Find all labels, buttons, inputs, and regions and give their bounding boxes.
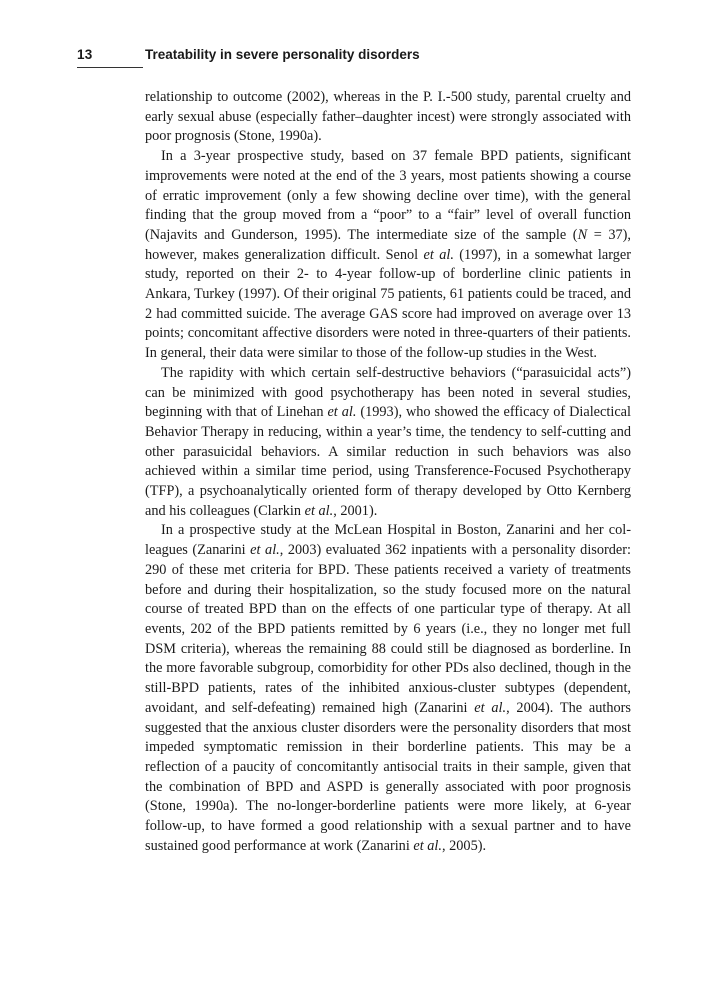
body-text <box>145 88 631 856</box>
paragraph-2 <box>145 147 631 364</box>
italic-run: et al. <box>250 542 280 559</box>
text-run: (1997), in a somewhat larger study, reported on their 2- to 4-year follow-up of borderline clinic patients in Ankara, Turkey (1997). Of their original 75 patients, 61 patients could be traced, and 2 had committed suicide. The average GAS score had improved on average over 13 points; concomitant affective disorders were noted in three-quarters of their patients. In general, their data were similar to those of the follow-up studies in the West. <box>145 246 631 362</box>
text-run: In a 3-year prospective study, based on 37 female BPD patients, significant improvements were noted at the end of the 3 years, most patients showing a course of erratic improvement (only a few showing decline over time), with the general finding that the group moved from a “poor” to a “fair” level of overall function (Najavits and Gunderson, 1995). The intermediate size of the sample ( <box>145 148 631 243</box>
text-run: In a prospective study at the McLean Hospital in Boston, Zanarini and her colleagues (Zanarini <box>145 522 631 559</box>
paragraph-4 <box>145 521 631 856</box>
text-run: , 2005). <box>441 837 487 854</box>
text-run: (1993), who showed the efficacy of Dialectical Behavior Therapy in reducing, within a year’s time, the tendency to self-cutting and other parasuicidal behaviors. A similar reduction in such behaviors was also achieved within a similar time period, using Transference-Focused Psychotherapy (TFP), a psychoanalytically oriented form of therapy developed by Otto Kernberg and his colleagues (Clarkin <box>145 404 631 519</box>
text-run: = 37), however, makes generalization difficult. Senol <box>145 226 632 263</box>
italic-run: et al. <box>304 502 334 519</box>
text-run: , 2003) evaluated 362 inpatients with a personality disorder: 290 of these met criteria for BPD. These patients received a variety of treatments before and during their hospitalization, so the study focused more on the natural course of treated BPD than on the effects of one particular type of therapy. At all events, 202 of the BPD patients remitted by 6 years (i.e., they no longer met full DSM criteria), whereas the remaining 88 could still be diagnosed as borderline. In the more favorable subgroup, comorbidity for other PDs also declined, though in the still-BPD patients, rates of the inhibited anxious-cluster subtypes (dependent, avoidant, and self-defeating) remained high (Zanarini <box>145 542 631 716</box>
page-number: 13 <box>77 47 93 62</box>
italic-run: et al. <box>413 837 442 854</box>
italic-run: N <box>577 226 588 243</box>
running-header <box>0 44 704 74</box>
paragraph-3 <box>145 364 631 522</box>
italic-run: et al. <box>474 699 507 716</box>
text-run: , 2001). <box>333 502 378 519</box>
italic-run: et al. <box>327 404 357 421</box>
text-run: , 2004). The authors suggested that the anxious cluster disorders were the personality disorders that most impeded symptomatic remission in their borderline patients. This may be a reflection of a paucity of concomitantly antisocial traits in their sample, given that the combination of BPD and ASPD is generally associated with poor prognosis (Stone, 1990a). The no-longer-borderline patients were more likely, at 6-year follow-up, to have formed a good relationship with a sexual partner and to have sustained good performance at work (Zanarini <box>145 699 631 854</box>
paragraph-1 <box>145 88 631 147</box>
header-rule <box>77 67 143 68</box>
running-title: Treatability in severe personality disorders <box>145 47 420 62</box>
italic-run: et al. <box>423 246 454 263</box>
text-run: The rapidity with which certain self-destructive behaviors (“parasuicidal acts”) can be minimized with good psychotherapy has been noted in several studies, beginning with that of Linehan <box>145 364 631 421</box>
text-run: relationship to outcome (2002), whereas in the P. I.-500 study, parental cruelty and early sexual abuse (especially father–daughter incest) were strongly associated with poor prognosis (Stone, 1990a). <box>145 89 631 145</box>
